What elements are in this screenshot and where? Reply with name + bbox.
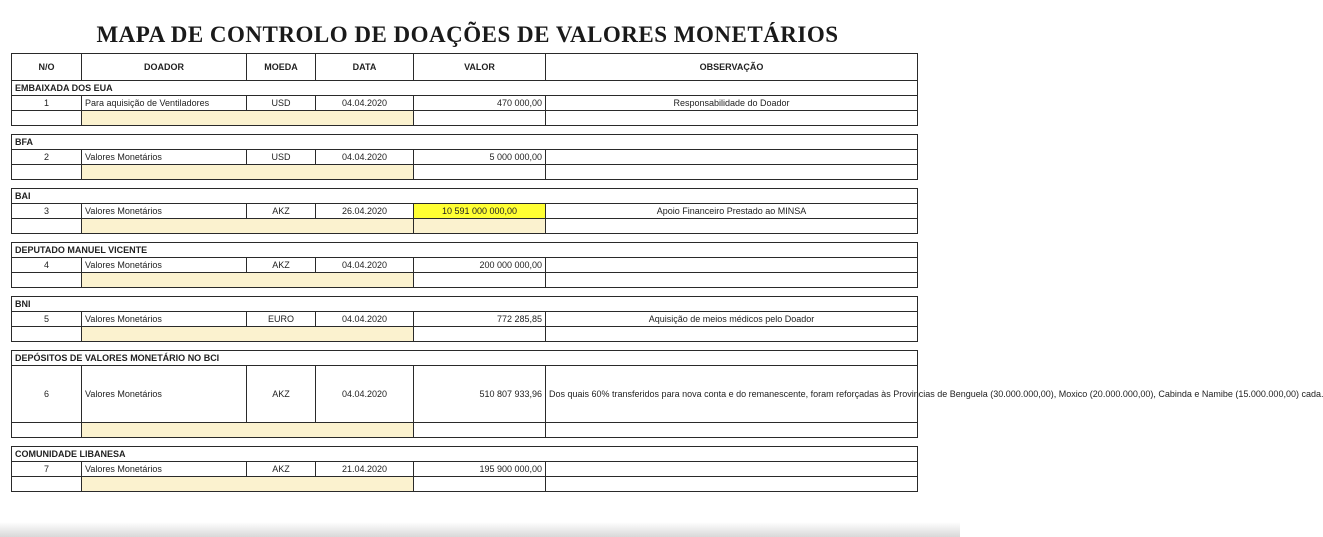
header-moeda: MOEDA (247, 54, 316, 81)
cell-moeda: AKZ (247, 366, 316, 423)
section-header-row (12, 243, 918, 258)
header-doador: DOADOR (82, 54, 247, 81)
subtotal-row (12, 477, 918, 492)
cell-observacao (546, 150, 918, 165)
section-header-row (12, 135, 918, 150)
section-header-row (12, 351, 918, 366)
subtotal-row (12, 165, 918, 180)
table-row (12, 96, 918, 111)
section-header-row (12, 81, 918, 96)
cell-moeda: EURO (247, 312, 316, 327)
subtotal-row (12, 273, 918, 288)
cell-data: 04.04.2020 (316, 96, 414, 111)
section-name: BAI (12, 189, 918, 204)
spacer-row (12, 438, 918, 447)
cell-moeda: USD (247, 150, 316, 165)
cell-data: 21.04.2020 (316, 462, 414, 477)
subtotal-row (12, 111, 918, 126)
cell-valor: 200 000 000,00 (414, 258, 546, 273)
cell-moeda: AKZ (247, 462, 316, 477)
cell-doador: Valores Monetários (82, 204, 247, 219)
cell-observacao (546, 258, 918, 273)
cell-no: 4 (12, 258, 82, 273)
subtotal-row (12, 327, 918, 342)
subtotal-row (12, 219, 918, 234)
cell-data: 04.04.2020 (316, 258, 414, 273)
cell-valor: 195 900 000,00 (414, 462, 546, 477)
header-observacao: OBSERVAÇÃO (546, 54, 918, 81)
section-name: DEPUTADO MANUEL VICENTE (12, 243, 918, 258)
cell-doador: Valores Monetários (82, 366, 247, 423)
table-header-row (12, 54, 918, 81)
section-name: COMUNIDADE LIBANESA (12, 447, 918, 462)
table-row (12, 312, 918, 327)
cell-no: 2 (12, 150, 82, 165)
cell-valor: 470 000,00 (414, 96, 546, 111)
subtotal-row (12, 423, 918, 438)
cell-valor-highlighted: 10 591 000 000,00 (414, 204, 546, 219)
table-row (12, 258, 918, 273)
cell-no: 1 (12, 96, 82, 111)
table-row (12, 150, 918, 165)
cell-observacao: Apoio Financeiro Prestado ao MINSA (546, 204, 918, 219)
spacer-row (12, 234, 918, 243)
scan-shadow (0, 522, 960, 537)
cell-observacao: Responsabilidade do Doador (546, 96, 918, 111)
cell-valor: 772 285,85 (414, 312, 546, 327)
cell-no: 3 (12, 204, 82, 219)
spacer-row (12, 288, 918, 297)
section-name: BNI (12, 297, 918, 312)
cell-observacao: Dos quais 60% transferidos para nova conta e do remanescente, foram reforçadas às Provincias de Benguela (30.000.000,00), Moxico (20.000.000,00), Cabinda e Namibe (15.000.000,00) cada. (546, 366, 918, 423)
cell-no: 5 (12, 312, 82, 327)
cell-data: 04.04.2020 (316, 150, 414, 165)
cell-moeda: AKZ (247, 204, 316, 219)
cell-data: 04.04.2020 (316, 366, 414, 423)
header-valor: VALOR (414, 54, 546, 81)
section-header-row (12, 447, 918, 462)
section-header-row (12, 297, 918, 312)
cell-doador: Valores Monetários (82, 312, 247, 327)
cell-data: 26.04.2020 (316, 204, 414, 219)
cell-no: 7 (12, 462, 82, 477)
cell-doador: Valores Monetários (82, 462, 247, 477)
cell-doador: Para aquisição de Ventiladores (82, 96, 247, 111)
cell-moeda: AKZ (247, 258, 316, 273)
table-row (12, 462, 918, 477)
section-name: EMBAIXADA DOS EUA (12, 81, 918, 96)
cell-data: 04.04.2020 (316, 312, 414, 327)
cell-observacao (546, 462, 918, 477)
spacer-row (12, 342, 918, 351)
header-data: DATA (316, 54, 414, 81)
cell-doador: Valores Monetários (82, 258, 247, 273)
cell-observacao: Aquisição de meios médicos pelo Doador (546, 312, 918, 327)
section-name: DEPÓSITOS DE VALORES MONETÁRIO NO BCI (12, 351, 918, 366)
cell-moeda: USD (247, 96, 316, 111)
donations-table (11, 53, 1323, 492)
table-row (12, 204, 918, 219)
page-title: MAPA DE CONTROLO DE DOAÇÕES DE VALORES MONETÁRIOS (96, 22, 839, 47)
cell-valor: 5 000 000,00 (414, 150, 546, 165)
header-no: N/O (12, 54, 82, 81)
cell-doador: Valores Monetários (82, 150, 247, 165)
spacer-row (12, 126, 918, 135)
table-row (12, 366, 918, 423)
spacer-row (12, 180, 918, 189)
section-header-row (12, 189, 918, 204)
section-name: BFA (12, 135, 918, 150)
cell-no: 6 (12, 366, 82, 423)
cell-valor: 510 807 933,96 (414, 366, 546, 423)
